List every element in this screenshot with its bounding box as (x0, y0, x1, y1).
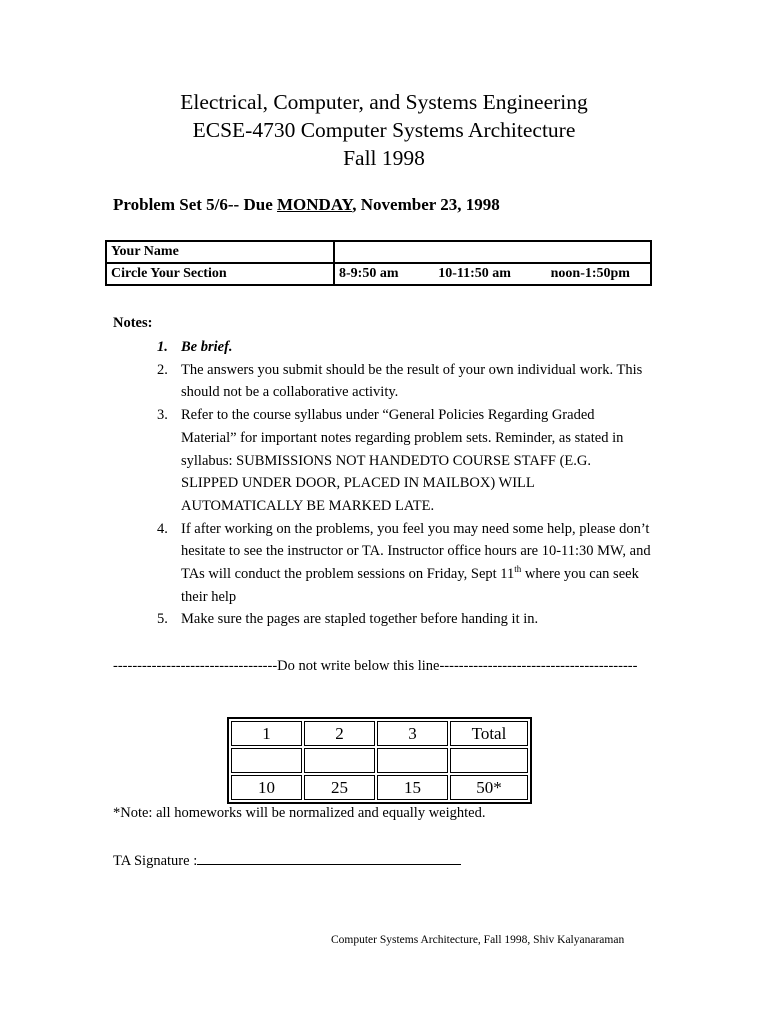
name-label: Your Name (106, 241, 334, 263)
term-title: Fall 1998 (343, 146, 425, 170)
problem-header: 3 (377, 721, 448, 746)
max-points-total: 50* (450, 775, 528, 800)
score-table (227, 717, 532, 804)
note-text-continued: where you can seek their help (181, 566, 639, 605)
note-number: 3. (157, 407, 168, 424)
section-options (334, 263, 651, 285)
score-cell[interactable] (377, 748, 448, 773)
section-label: Circle Your Section (106, 263, 334, 285)
note-item (157, 336, 651, 359)
do-not-write-divider: ----------------------------------Do not write below this line----------------------------------------- (113, 658, 638, 674)
score-entry-row (231, 748, 528, 773)
problem-header: 2 (304, 721, 375, 746)
note-number: 4. (157, 520, 168, 537)
total-header: Total (450, 721, 528, 746)
name-field[interactable] (334, 241, 651, 263)
score-header-row (231, 721, 528, 746)
notes-label: Notes: (113, 315, 153, 331)
page-footer: Computer Systems Architecture, Fall 1998, Shiv Kalyanaraman (331, 934, 625, 946)
ordinal-suffix: th (514, 564, 522, 575)
score-cell[interactable] (304, 748, 375, 773)
note-number: 5. (157, 611, 168, 628)
note-item (157, 518, 651, 609)
note-text: Refer to the course syllabus under “General Policies Regarding Graded Material” for important notes regarding problem sets. Reminder, as stated in syllabus: SUBMISSIONS NOT HANDEDTO COURSE STAFF (E.G. SLIPPED UNDER DOOR, PLACED IN MAILBOX) WILL AUTOMATICALLY BE MARKED LATE. (181, 407, 624, 514)
score-cell[interactable] (231, 748, 302, 773)
note-item (157, 404, 651, 518)
student-info-table (105, 240, 652, 286)
max-points-cell: 10 (231, 775, 302, 800)
due-date: , November 23, 1998 (352, 195, 500, 214)
note-number: 2. (157, 361, 168, 378)
max-points-cell: 25 (304, 775, 375, 800)
course-title: ECSE-4730 Computer Systems Architecture (192, 118, 576, 142)
name-row (106, 241, 651, 263)
section-option[interactable]: noon-1:50pm (550, 266, 630, 281)
note-item (157, 608, 651, 631)
ta-signature-line (113, 850, 461, 870)
ta-signature-field[interactable] (197, 850, 461, 865)
problem-header: 1 (231, 721, 302, 746)
department-title: Electrical, Computer, and Systems Engineering (180, 90, 588, 114)
score-total-cell[interactable] (450, 748, 528, 773)
ta-signature-label: TA Signature : (113, 853, 198, 869)
due-day: MONDAY (277, 195, 353, 214)
normalization-note: *Note: all homeworks will be normalized and equally weighted. (113, 805, 486, 821)
section-option[interactable]: 8-9:50 am (339, 266, 399, 281)
course-header (0, 88, 768, 172)
problem-set-title (113, 195, 500, 215)
note-text: Be brief. (181, 339, 233, 355)
note-number: 1. (157, 339, 168, 355)
section-row (106, 263, 651, 285)
note-text: The answers you submit should be the result of your own individual work. This should not be a collaborative activity. (181, 361, 643, 401)
max-points-row (231, 775, 528, 800)
notes-list (157, 336, 651, 631)
problem-set-prefix: Problem Set 5/6-- Due (113, 195, 277, 214)
note-text: Make sure the pages are stapled together before handing it in. (181, 611, 539, 628)
section-option[interactable]: 10-11:50 am (438, 266, 511, 281)
note-text: If after working on the problems, you feel you may need some help, please don’t hesitate to see the instructor or TA. Instructor office hours are 10-11:30 MW, and TAs will conduct the problem sessions on Friday, Sept 11 (181, 520, 651, 583)
max-points-cell: 15 (377, 775, 448, 800)
note-item (157, 359, 651, 404)
